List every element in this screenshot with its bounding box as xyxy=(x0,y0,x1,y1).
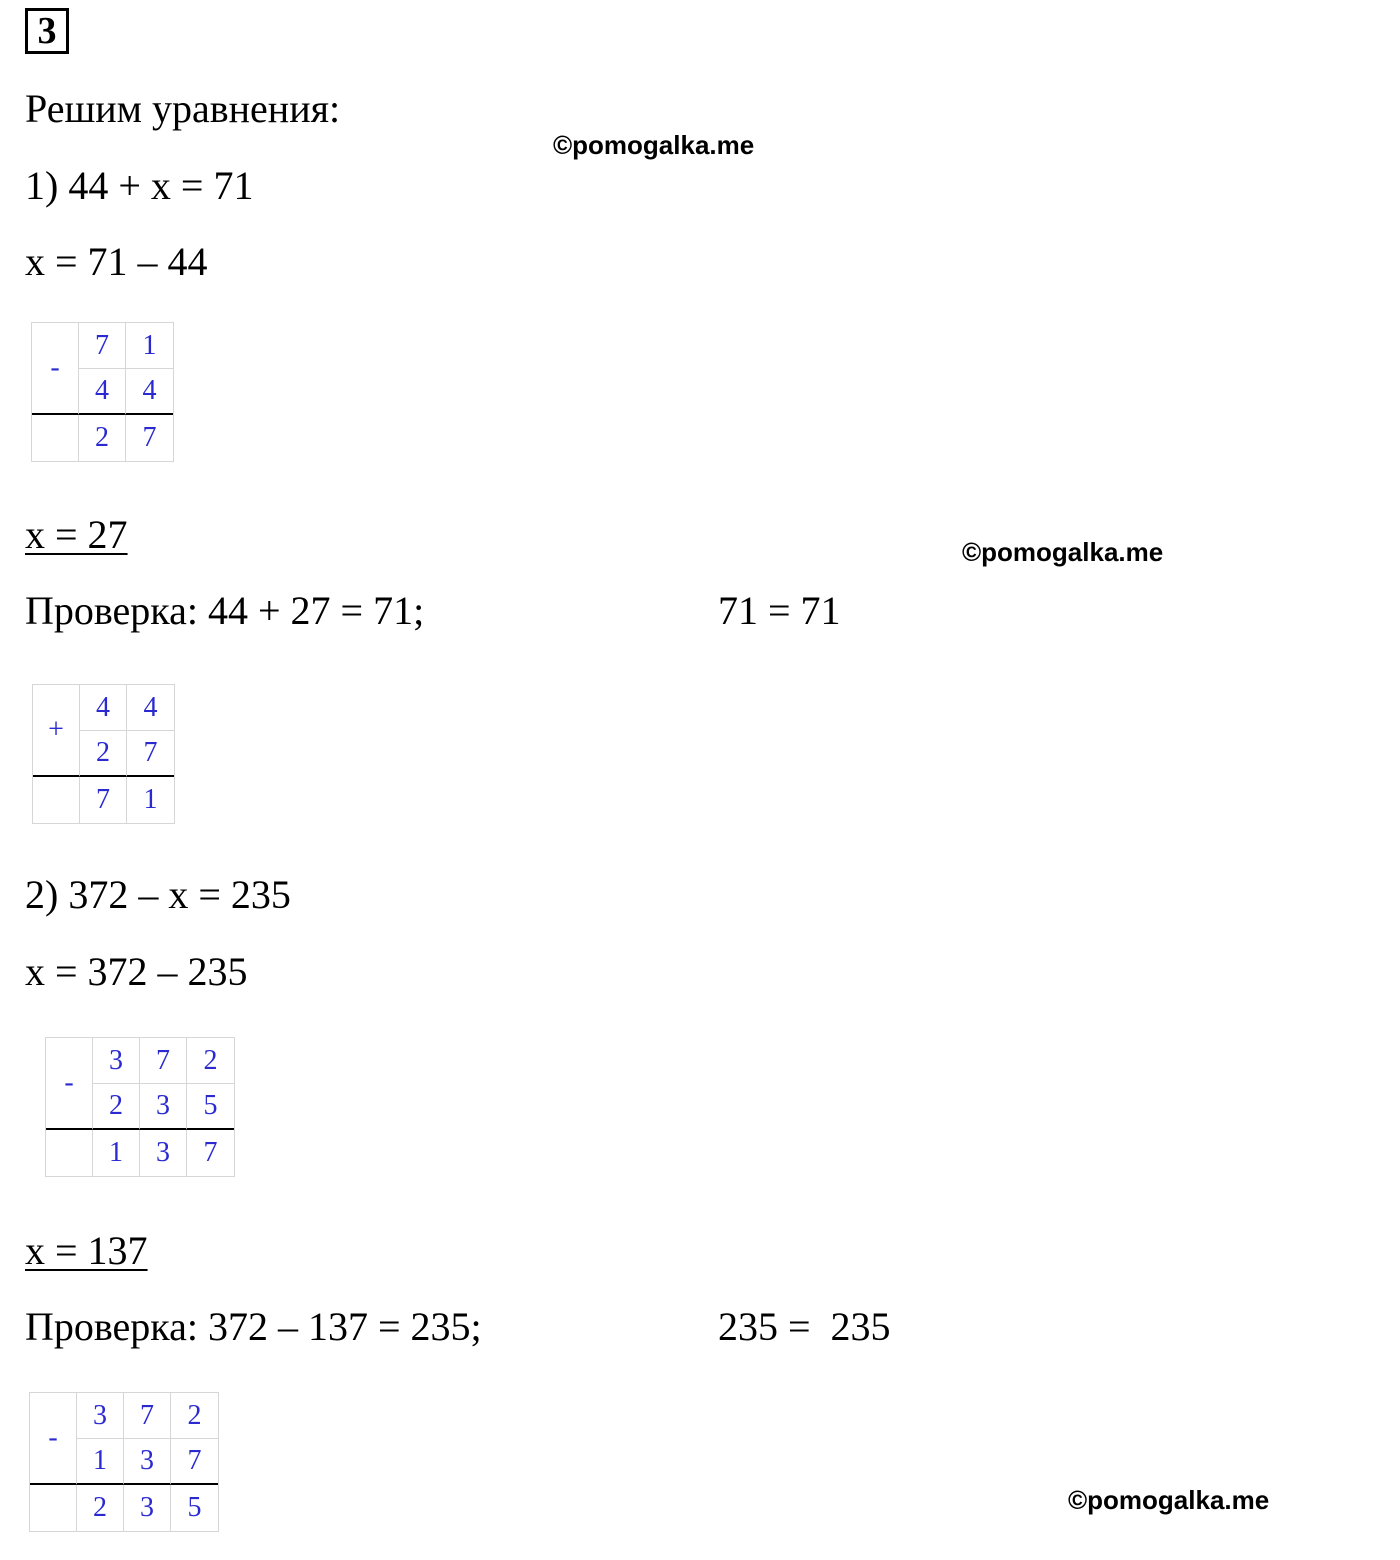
digit-cell: 1 xyxy=(77,1439,124,1485)
operator-sign: - xyxy=(30,1393,77,1485)
problem2-check-calc-grid xyxy=(29,1392,219,1532)
problem1-equation: 1) 44 + x = 71 xyxy=(25,163,254,208)
digit-cell: 2 xyxy=(187,1038,234,1084)
digit-cell: 3 xyxy=(124,1439,171,1485)
watermark-1: ©pomogalka.me xyxy=(553,130,755,160)
digit-cell: 3 xyxy=(124,1485,171,1531)
operator-sign: + xyxy=(33,685,80,777)
digit-cell: 7 xyxy=(80,777,127,823)
digit-cell: 2 xyxy=(79,415,126,461)
digit-cell: 3 xyxy=(140,1084,187,1130)
digit-cell: 4 xyxy=(79,369,126,415)
problem2-calc-grid xyxy=(45,1037,235,1177)
digit-cell: 4 xyxy=(127,685,174,731)
digit-cell: 7 xyxy=(127,731,174,777)
digit-cell: 7 xyxy=(79,323,126,369)
problem2-step: x = 372 – 235 xyxy=(25,949,248,994)
task-number: 3 xyxy=(25,8,69,54)
blank-cell xyxy=(46,1130,93,1176)
digit-cell: 5 xyxy=(187,1492,202,1523)
problem1-check-result: 71 = 71 xyxy=(718,588,841,633)
operator-sign: - xyxy=(46,1038,93,1130)
digit-cell: 3 xyxy=(77,1393,124,1439)
blank-cell xyxy=(33,777,80,823)
blank-cell xyxy=(32,415,79,461)
digit-cell: 4 xyxy=(80,685,127,731)
problem1-check: Проверка: 44 + 27 = 71; xyxy=(25,588,425,633)
digit-cell: 1 xyxy=(93,1130,140,1176)
digit-cell: 2 xyxy=(93,1084,140,1130)
digit-cell: 7 xyxy=(124,1393,171,1439)
digit-cell: 7 xyxy=(171,1439,218,1485)
problem1-answer: x = 27 xyxy=(25,512,128,557)
digit-cell: 1 xyxy=(143,784,158,815)
problem1-calc-grid xyxy=(31,322,174,462)
problem2-check: Проверка: 372 – 137 = 235; xyxy=(25,1304,482,1349)
digit-cell: 7 xyxy=(142,422,157,453)
problem2-check-result: 235 = 235 xyxy=(718,1304,891,1349)
digit-cell: 3 xyxy=(93,1038,140,1084)
operator-sign: - xyxy=(32,323,79,415)
intro-text: Решим уравнения: xyxy=(25,86,341,131)
problem2-answer: x = 137 xyxy=(25,1228,148,1273)
digit-cell: 2 xyxy=(80,731,127,777)
digit-cell: 1 xyxy=(126,323,173,369)
watermark-2: ©pomogalka.me xyxy=(962,537,1164,567)
digit-cell: 7 xyxy=(140,1038,187,1084)
problem2-equation: 2) 372 – x = 235 xyxy=(25,872,291,917)
digit-cell: 7 xyxy=(203,1137,218,1168)
blank-cell xyxy=(30,1485,77,1531)
digit-cell: 2 xyxy=(77,1485,124,1531)
watermark-3: ©pomogalka.me xyxy=(1068,1485,1270,1515)
digit-cell: 4 xyxy=(126,369,173,415)
digit-cell: 5 xyxy=(187,1084,234,1130)
problem1-step: x = 71 – 44 xyxy=(25,239,208,284)
problem1-check-calc-grid xyxy=(32,684,175,824)
digit-cell: 3 xyxy=(140,1130,187,1176)
digit-cell: 2 xyxy=(171,1393,218,1439)
